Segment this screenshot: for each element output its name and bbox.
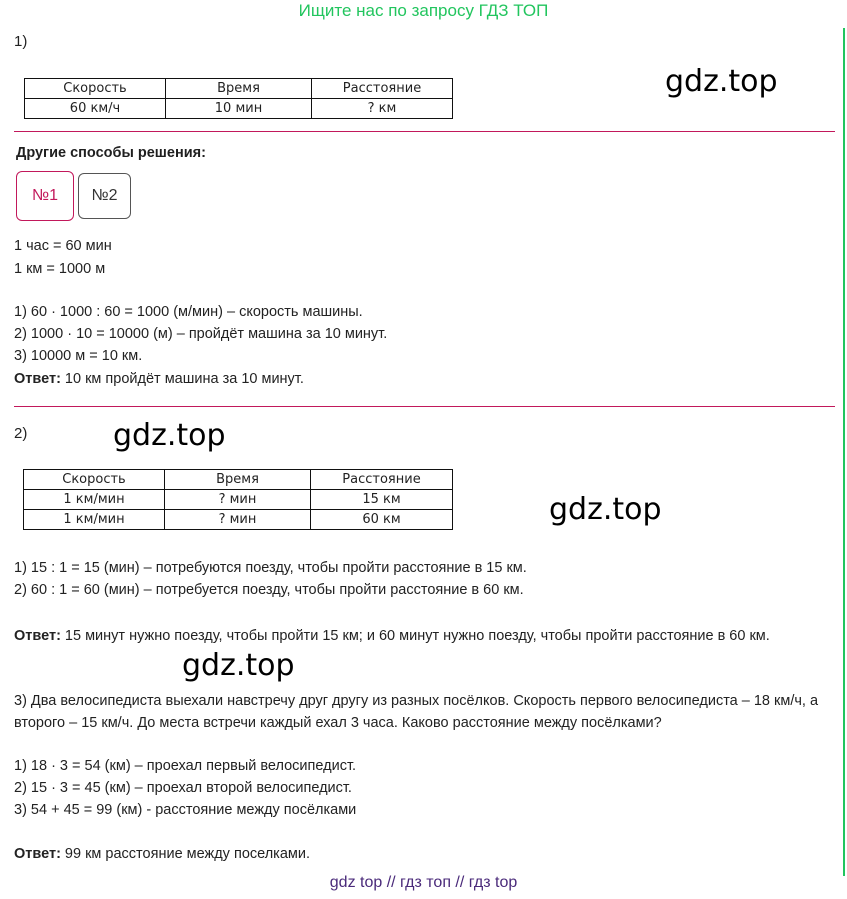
table-cell: 1 км/мин [24,490,165,510]
answer-text: 10 км пройдёт машина за 10 минут. [60,371,304,387]
search-banner[interactable]: Ищите нас по запросу ГДЗ ТОП [298,1,549,20]
table-header-row [25,79,453,99]
table-cell: 1 км/мин [24,510,165,530]
solution-step: 1) 60 · 1000 : 60 = 1000 (м/мин) – скорость машины. [14,304,363,320]
answer-line [14,625,836,647]
answer-text: 15 минут нужно поезду, чтобы пройти 15 км; и 60 минут нужно поезду, чтобы пройти расстояние в 60 км. [60,628,770,644]
table-header-row [24,470,453,490]
section2-table [23,469,453,530]
section1-table [24,78,453,119]
tab-method-2[interactable]: №2 [78,173,131,219]
answer-line [14,371,304,387]
table-header: Расстояние [311,470,453,490]
watermark: gdz.top [113,418,226,453]
solution-step: 2) 60 : 1 = 60 (мин) – потребуется поезду, чтобы пройти расстояние в 60 км. [14,582,524,598]
problem-text: 3) Два велосипедиста выехали навстречу друг другу из разных посёлков. Скорость первого велосипедиста – 18 км/ч, а второго – 15 км/ч. До места встречи каждый ехал 3 часа. Каково расстояние между посёлками? [14,693,819,731]
table-row [25,99,453,119]
section1-number: 1) [14,33,28,50]
solution-step: 3) 54 + 45 = 99 (км) - расстояние между посёлками [14,802,357,818]
divider [14,131,835,132]
other-methods-title: Другие способы решения: [16,145,206,161]
answer-text: 99 км расстояние между поселками. [60,846,310,862]
footer-links[interactable]: gdz top // гдз топ // гдз top [329,874,518,891]
table-cell: 15 км [311,490,453,510]
solution-step: 1) 15 : 1 = 15 (мин) – потребуются поезду, чтобы пройти расстояние в 15 км. [14,560,527,576]
table-header: Время [166,79,312,99]
table-cell: 60 км/ч [25,99,166,119]
table-cell: 60 км [311,510,453,530]
solution-step: 2) 1000 · 10 = 10000 (м) – пройдёт машина за 10 минут. [14,326,388,342]
watermark: gdz.top [665,64,778,99]
table-cell: ? км [312,99,453,119]
answer-label: Ответ: [14,371,61,387]
table-header: Скорость [25,79,166,99]
watermark: gdz.top [182,648,295,683]
table-cell: ? мин [165,490,311,510]
right-accent-line [843,28,845,876]
table-row [24,510,453,530]
table-header: Скорость [24,470,165,490]
answer-label: Ответ: [14,628,61,644]
fact-line: 1 км = 1000 м [14,261,106,277]
tab-method-1[interactable]: №1 [16,171,74,221]
table-header: Расстояние [312,79,453,99]
section2-number: 2) [14,425,28,442]
fact-line: 1 час = 60 мин [14,238,112,254]
solution-step: 1) 18 · 3 = 54 (км) – проехал первый велосипедист. [14,758,357,774]
answer-label: Ответ: [14,846,61,862]
answer-line [14,846,310,862]
table-row [24,490,453,510]
table-cell: 10 мин [166,99,312,119]
solution-step: 2) 15 · 3 = 45 (км) – проехал второй велосипедист. [14,780,352,796]
table-header: Время [165,470,311,490]
watermark: gdz.top [549,492,662,527]
solution-step: 3) 10000 м = 10 км. [14,348,143,364]
divider [14,406,835,407]
table-cell: ? мин [165,510,311,530]
